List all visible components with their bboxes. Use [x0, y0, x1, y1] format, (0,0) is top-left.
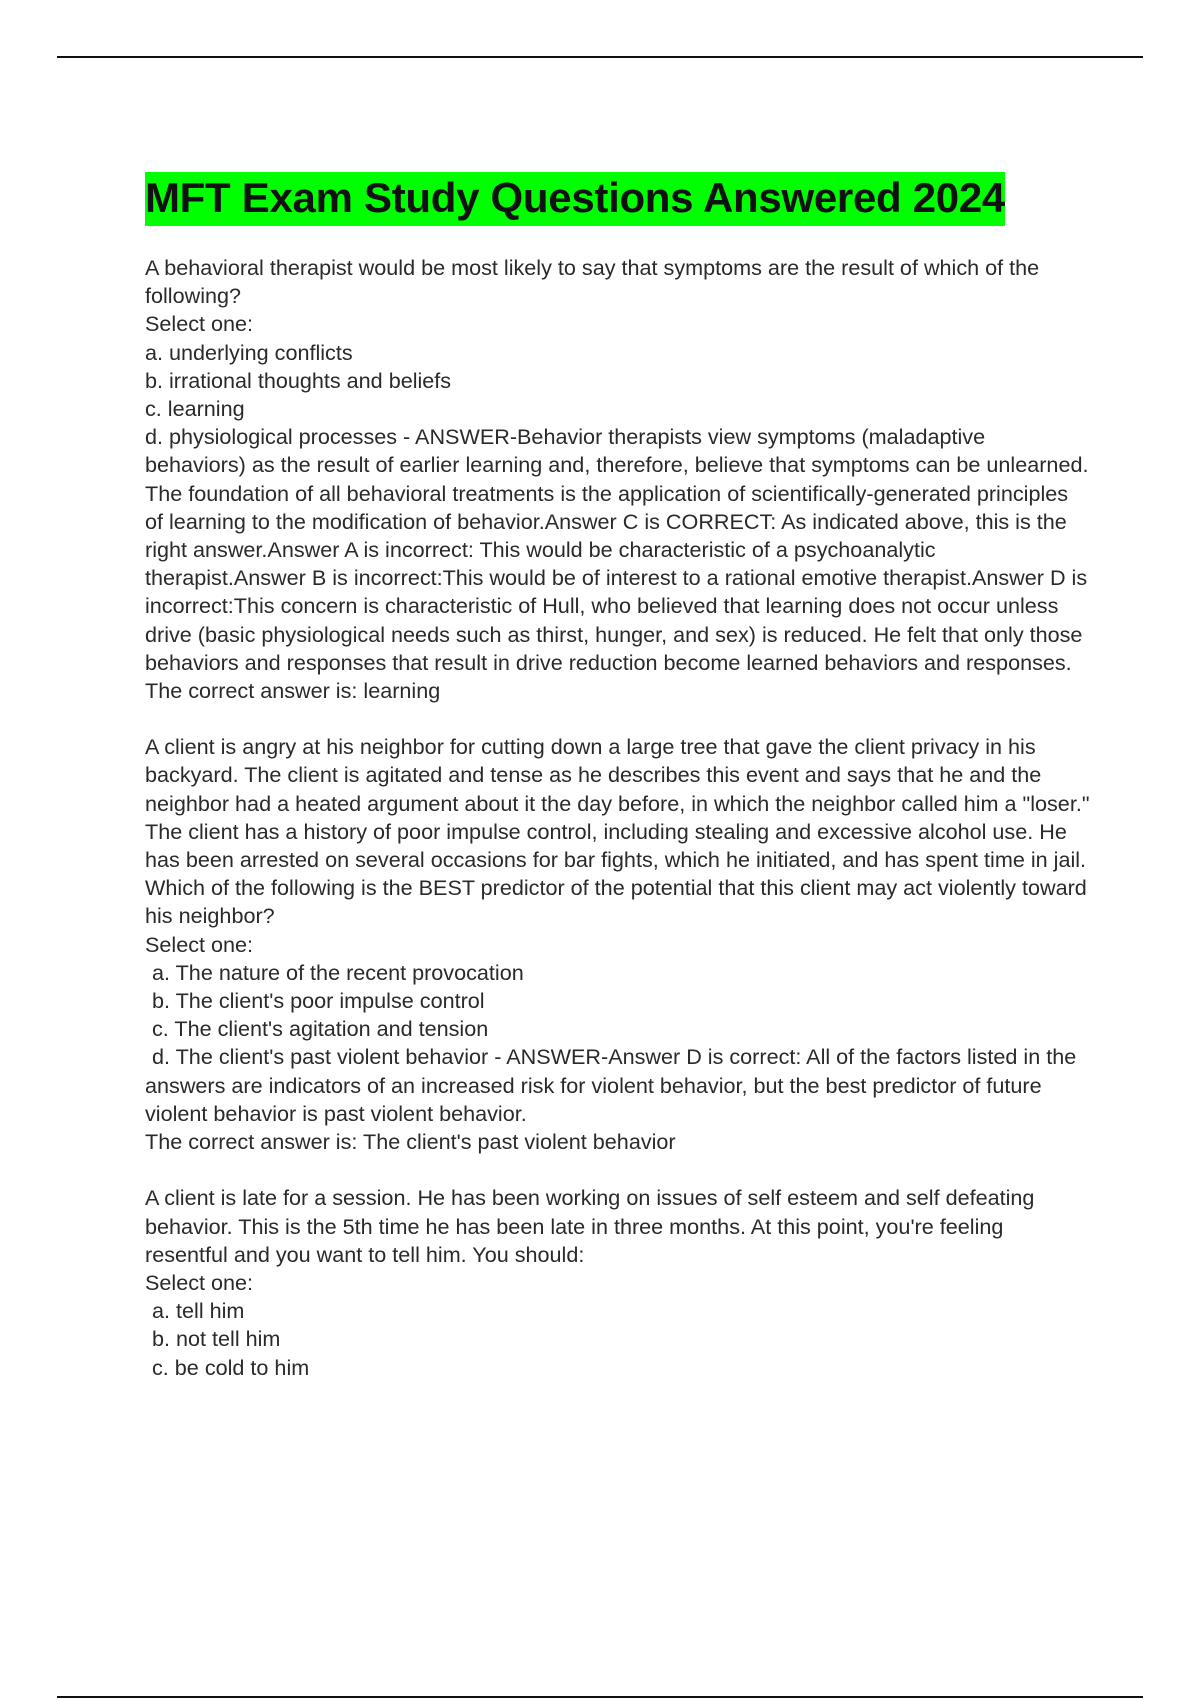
- question-1-stem: A behavioral therapist would be most likely to say that symptoms are the result of which of the following?: [145, 255, 1040, 309]
- question-2-stem: A client is angry at his neighbor for cutting down a large tree that gave the client privacy in his backyard. The client is agitated and tense as he describes this event and says that he and the neighbor had a heated argument about it the day before, in which the neighbor called him a "loser." The client has a history of poor impulse control, including stealing and excessive alcohol use. He has been arrested on several occasions for bar fights, which he initiated, and has spent time in jail. Which of the following is the BEST predictor of the potential that this client may act violently toward his neighbor?: [145, 734, 1090, 929]
- question-2-option-a: a. The nature of the recent provocation: [152, 959, 524, 985]
- question-2-option-b: b. The client's poor impulse control: [152, 988, 485, 1014]
- question-3-option-b: b. not tell him: [152, 1326, 281, 1352]
- question-3: [145, 1184, 1090, 1381]
- question-1-option-a: a. underlying conflicts: [145, 339, 353, 365]
- title-highlight: [145, 172, 1005, 226]
- top-rule: [57, 56, 1143, 58]
- question-2-option-c: c. The client's agitation and tension: [152, 1016, 489, 1042]
- document-body: [145, 172, 1090, 1410]
- question-1-correct-answer: The correct answer is: learning: [145, 678, 441, 704]
- question-2-correct-answer: The correct answer is: The client's past violent behavior: [145, 1129, 676, 1155]
- question-1-select-label: Select one:: [145, 311, 254, 337]
- question-1-option-b: b. irrational thoughts and beliefs: [145, 367, 452, 393]
- question-3-select-label: Select one:: [145, 1269, 254, 1295]
- question-3-option-a: a. tell him: [152, 1298, 245, 1324]
- document-title: MFT Exam Study Questions Answered 2024: [145, 174, 1005, 221]
- question-2: [145, 733, 1090, 1156]
- question-3-option-c: c. be cold to him: [152, 1354, 310, 1380]
- question-2-option-d-text: d. The client's past violent behavior - ANSWER-Answer D is correct: All of the factors listed in the answers are indicators of an increased risk for violent behavior, but the best predictor of future violent behavior is past violent behavior.: [145, 1044, 1077, 1126]
- bottom-rule: [57, 1696, 1143, 1698]
- question-1: [145, 254, 1090, 705]
- question-3-stem: A client is late for a session. He has been working on issues of self esteem and self defeating behavior. This is the 5th time he has been late in three months. At this point, you're feeling resentful and you want to tell him. You should:: [145, 1185, 1035, 1267]
- question-2-select-label: Select one:: [145, 931, 254, 957]
- question-1-option-d-answer: d. physiological processes - ANSWER-Behavior therapists view symptoms (maladaptive behaviors) as the result of earlier learning and, therefore, believe that symptoms can be unlearned. The foundation of all behavioral treatments is the application of scientifically-generated principles of learning to the modification of behavior.Answer C is CORRECT: As indicated above, this is the right answer.Answer A is incorrect: This would be characteristic of a psychoanalytic therapist.Answer B is incorrect:This would be of interest to a rational emotive therapist.Answer D is incorrect:This concern is characteristic of Hull, who believed that learning does not occur unless drive (basic physiological needs such as thirst, hunger, and sex) is reduced. He felt that only those behaviors and responses that result in drive reduction become learned behaviors and responses.: [145, 424, 1089, 675]
- question-2-option-d-answer: [145, 1043, 1090, 1128]
- question-1-option-c: c. learning: [145, 396, 245, 422]
